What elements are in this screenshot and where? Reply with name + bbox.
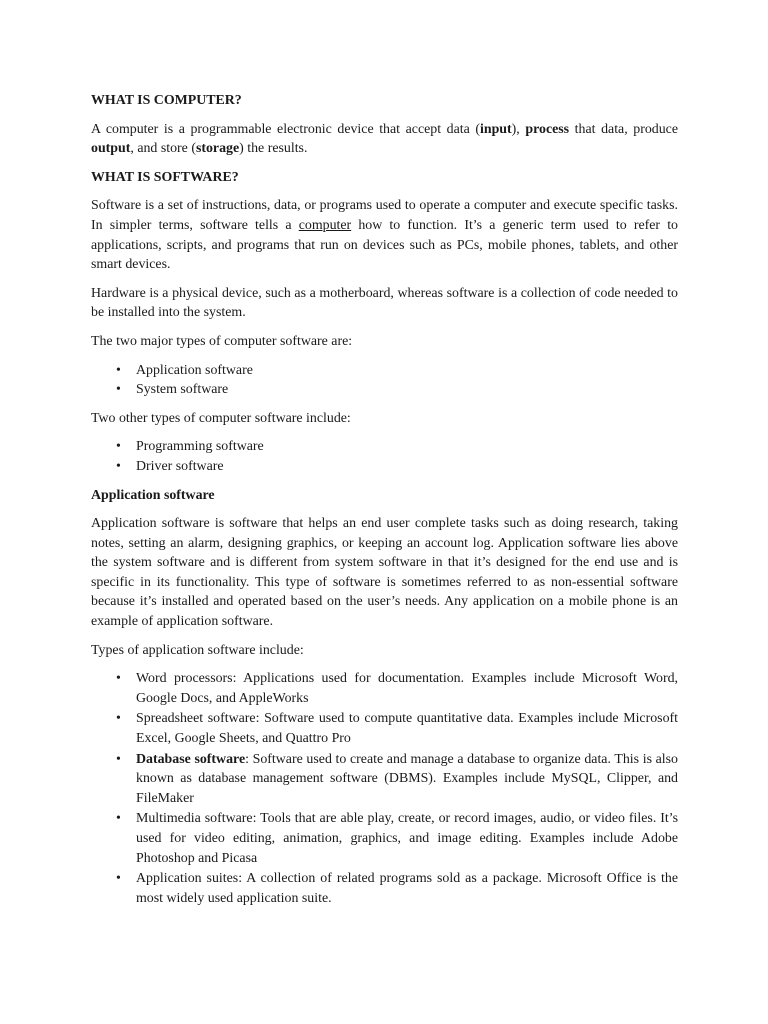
text-run: ) the results.: [239, 141, 308, 157]
list-item: • System software: [91, 380, 678, 400]
other-types-intro: Two other types of computer software include:: [91, 410, 351, 426]
heading-application-software: Application software: [91, 487, 215, 503]
text-run: , and store (: [130, 141, 196, 157]
application-software-paragraph: Application software is software that helps an end user complete tasks such as doing research, taking notes, setting an alarm, designing graphics, or keeping an account log. Application software lies above the system software and is different from system software in that it’s designed for the end use and is specific in its functionality. This type of software is sometimes referred to as non-essential software because it’s installed and operated based on the user’s needs. Any application on a mobile phone is an example of application software.: [91, 516, 678, 630]
computer-link[interactable]: computer: [298, 217, 352, 233]
list-item-multimedia: • Multimedia software: Tools that are able play, create, or record images, audio, or video files. It’s used for video editing, animation, graphics, and image editing. Examples include Adobe Photoshop and Picasa: [91, 809, 678, 868]
bold-database-software: Database software: [136, 751, 246, 767]
other-types-list: [91, 437, 678, 476]
text-run: : Software used to create and manage a database to organize data. This is also known as database management software (DBMS). Examples include MySQL, Clipper, and FileMaker: [136, 751, 679, 806]
bold-output: output: [91, 141, 131, 157]
list-item-word-processors: • Word processors: Applications used for documentation. Examples include Microsoft Word, Google Docs, and AppleWorks: [91, 669, 678, 708]
heading-what-is-software: WHAT IS SOFTWARE?: [91, 169, 239, 185]
text-run: how to function. It’s a generic term used to refer to applications, scripts, and programs that run on devices such as PCs, mobile phones, tablets, and other smart devices.: [91, 217, 678, 273]
bold-input: input: [480, 121, 512, 137]
text-run: that data, produce: [569, 121, 679, 137]
bold-storage: storage: [195, 141, 240, 157]
major-types-list: [91, 361, 678, 400]
text-run: A computer is a programmable electronic device that accept data (: [91, 121, 480, 137]
hardware-paragraph: Hardware is a physical device, such as a motherboard, whereas software is a collection of code needed to be installed into the system.: [91, 285, 678, 321]
list-item: • Application software: [91, 361, 678, 381]
list-item: • Programming software: [91, 437, 678, 457]
app-types-list: [91, 669, 678, 908]
software-definition-paragraph: [91, 196, 678, 274]
list-item-application-suites: • Application suites: A collection of related programs sold as a package. Microsoft Office is the most widely used application suite.: [91, 869, 678, 908]
text-run: ),: [511, 121, 526, 137]
bold-process: process: [525, 121, 570, 137]
list-item: • Driver software: [91, 457, 678, 477]
computer-definition-paragraph: [91, 120, 678, 159]
major-types-intro: The two major types of computer software are:: [91, 333, 353, 349]
heading-what-is-computer: WHAT IS COMPUTER?: [91, 93, 242, 108]
app-types-intro: Types of application software include:: [91, 642, 304, 658]
text-run: Software is a set of instructions, data, or programs used to operate a computer and execute specific tasks. In simpler terms, software tells a: [91, 198, 678, 233]
list-item-spreadsheet: • Spreadsheet software: Software used to compute quantitative data. Examples include Microsoft Excel, Google Sheets, and Quattro Pro: [91, 709, 678, 748]
list-item-database: [91, 750, 678, 809]
